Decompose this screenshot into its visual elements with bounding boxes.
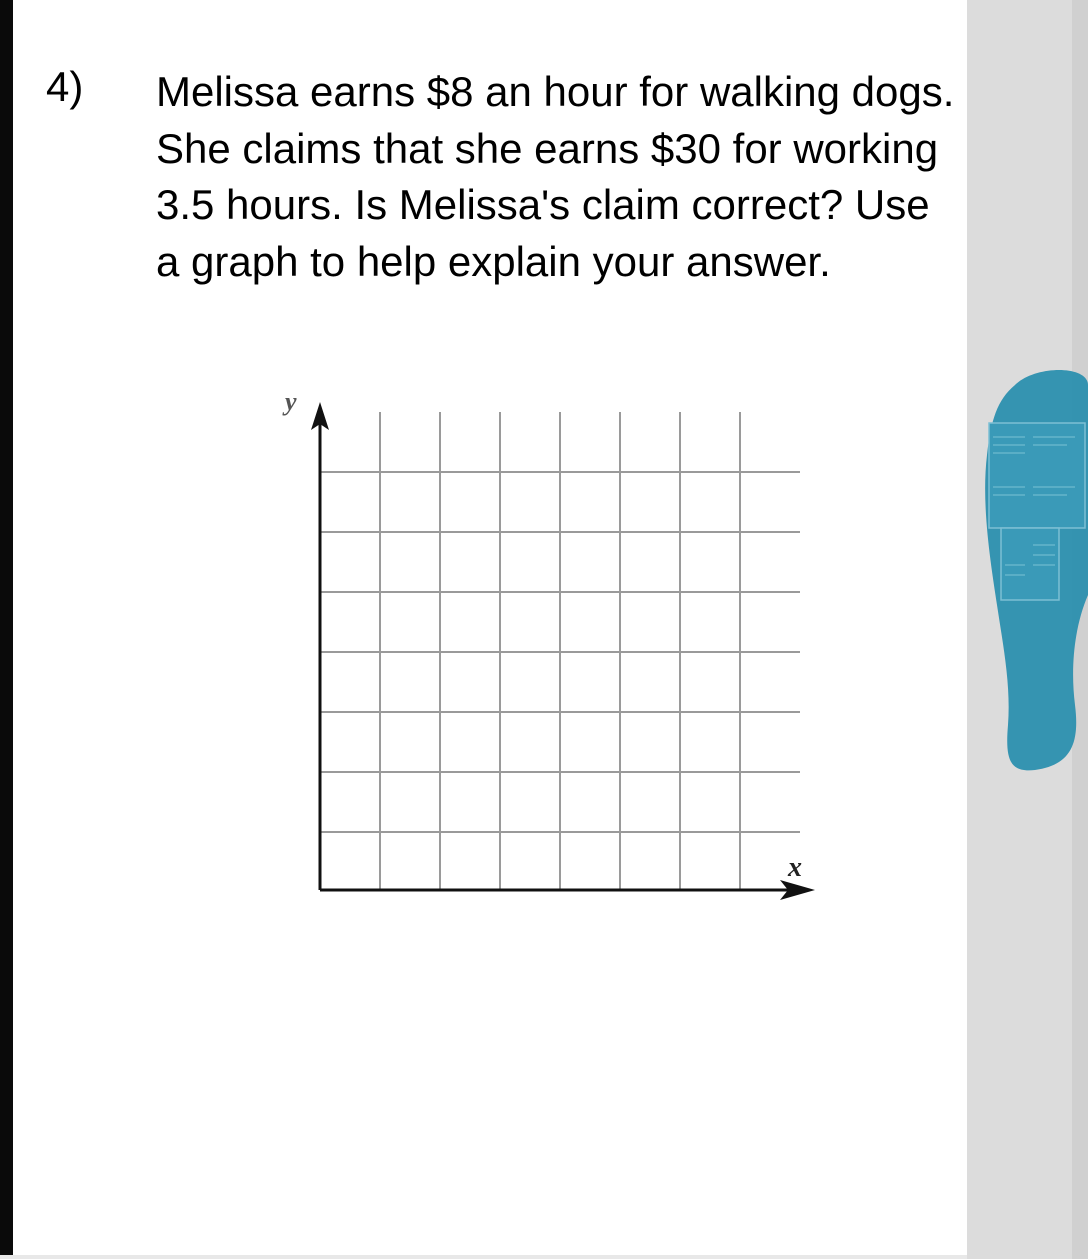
thumbnail-page <box>1001 528 1059 600</box>
coordinate-grid[interactable] <box>270 380 830 910</box>
page-bottom-edge <box>0 1255 967 1259</box>
y-axis-label: y <box>285 387 297 416</box>
question-line: 3.5 hours. Is Melissa's claim correct? Use <box>156 181 930 228</box>
left-border <box>0 0 13 1259</box>
question-text <box>156 64 1056 290</box>
question-line: She claims that she earns $30 for working <box>156 124 939 172</box>
grid-lines <box>320 412 800 890</box>
x-axis-label: x <box>788 852 802 883</box>
thumbnail-page <box>989 423 1085 528</box>
question-line: a graph to help explain your answer. <box>156 237 831 285</box>
question-number: 4) <box>46 63 84 110</box>
question-line: Melissa earns $8 an hour for walking dogs. <box>156 68 955 115</box>
page-thumbnail-highlight[interactable] <box>975 365 1088 775</box>
